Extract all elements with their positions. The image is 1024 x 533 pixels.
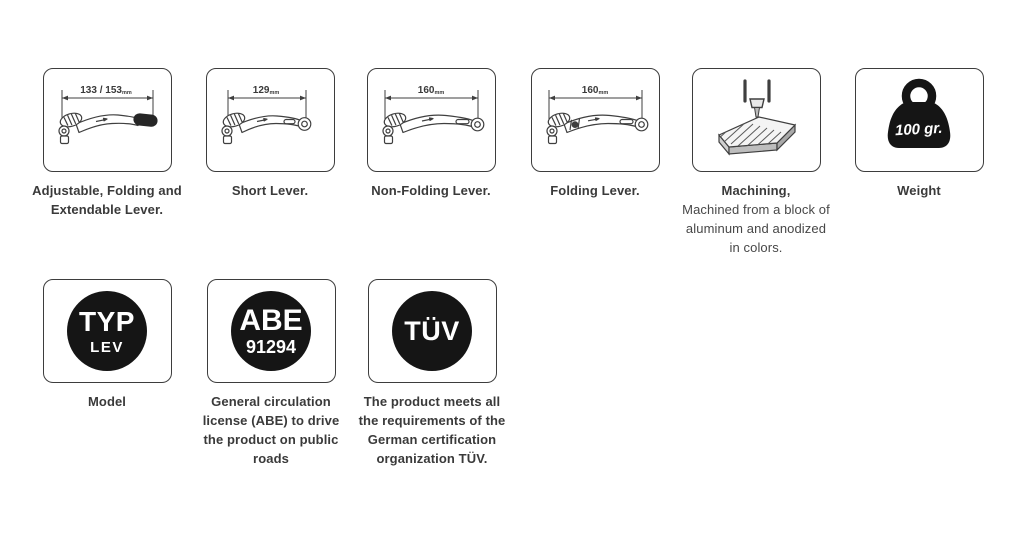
feature-icon-box [368,279,497,383]
feature-caption: Model [87,394,127,409]
feature-card-machining [673,68,839,257]
feature-card-adjustable-lever [24,68,190,219]
badge-bottom-text: 91294 [245,337,297,357]
lever-drawing [58,111,157,144]
feature-title: Machining, [721,183,791,198]
feature-card-short-lever [187,68,353,200]
feature-icon-box [692,68,821,172]
feature-card-non-folding-lever [348,68,514,200]
feature-caption: The product meets all the requirements of the German certification organization TÜV. [358,394,506,466]
feature-caption: Short Lever. [231,183,309,198]
feature-icon-box [207,279,336,383]
lever-short-drawing-icon [213,74,328,166]
feature-caption: Non-Folding Lever. [371,183,491,198]
feature-description: Machined from a block of aluminum and anodized in colors. [682,202,830,255]
feature-card-abe-license [188,279,354,468]
tuv-badge-icon [392,291,472,371]
lever-drawing [382,111,483,144]
feature-caption: Folding Lever. [550,183,640,198]
feature-card-folding-lever [512,68,678,200]
dimension-label: 160mm [581,85,608,96]
feature-caption: Adjustable, Folding and Extendable Lever. [32,183,182,217]
feature-caption: General circulation license (ABE) to drive the product on public roads [202,394,340,466]
badge-bottom-text: LEV [90,338,124,356]
milling-machine-icon [699,74,814,166]
feature-icon-box [855,68,984,172]
lever-extendable-drawing-icon [50,74,165,166]
badge-top-text: ABE [239,304,303,337]
feature-card-tuv-certification [349,279,515,468]
abe-badge-icon [231,291,311,371]
badge-top-text: TÜV [404,315,460,346]
aluminum-block [717,117,795,154]
weight-kettlebell-icon [862,74,977,166]
feature-caption: Weight [897,183,941,198]
weight-value-label: 100 gr. [894,119,943,140]
feature-icon-box [531,68,660,172]
feature-icon-box [43,68,172,172]
lever-folding-drawing-icon [538,74,653,166]
milling-spindle [745,81,769,117]
typ-lev-badge-icon [67,291,147,371]
dimension-label: 129mm [252,85,279,96]
feature-icon-box [367,68,496,172]
feature-card-model [24,279,190,411]
lever-drawing [221,111,310,144]
feature-icon-box [43,279,172,383]
lever-drawing [546,111,647,144]
dimension-label: 133 / 153mm [79,85,132,96]
feature-card-weight [836,68,1002,200]
lever-non-folding-drawing-icon [374,74,489,166]
dimension-label: 160mm [417,85,444,96]
feature-icon-box [206,68,335,172]
feature-caption [680,181,832,257]
badge-top-text: TYP [79,305,135,337]
